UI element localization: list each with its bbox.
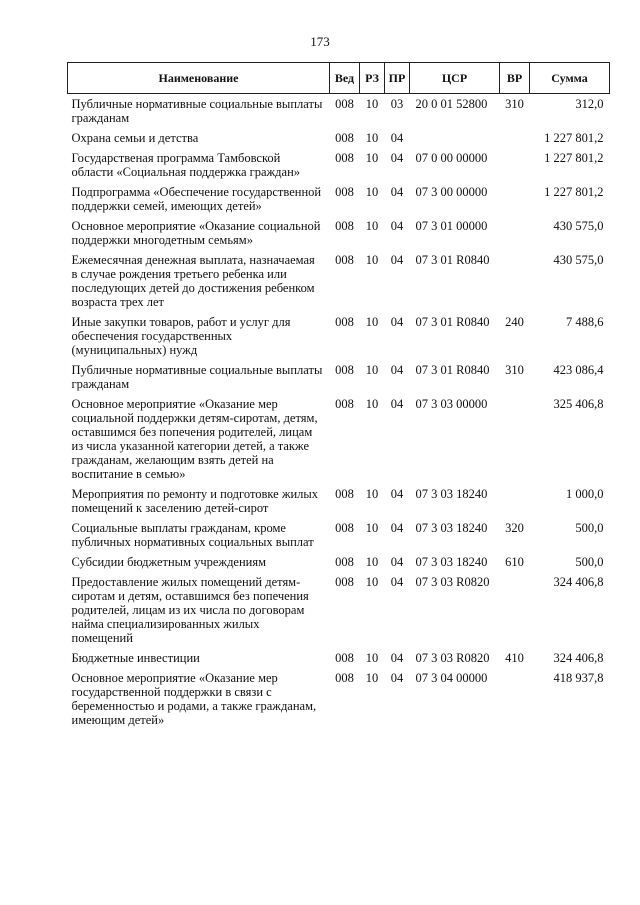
cell-name: Мероприятия по ремонту и подготовке жилых помещений к заселению детей-сирот [71,487,319,515]
cell-rz: 10 [365,315,379,329]
cell-pr: 04 [390,131,404,145]
cell-ved: 008 [335,315,354,329]
table-row [68,128,610,148]
table-row [68,250,610,312]
table-row [68,360,610,394]
header-pr: ПР [385,63,410,94]
cell-csr: 07 3 03 R0820 [415,651,490,665]
table-row [68,572,610,648]
cell-ved: 008 [335,151,354,165]
table-row [68,394,610,484]
cell-csr: 07 3 03 18240 [415,555,488,569]
cell-sum: 312,0 [575,97,604,111]
cell-sum: 430 575,0 [553,253,604,267]
cell-ved: 008 [335,671,354,685]
cell-name: Ежемесячная денежная выплата, назначаемая в случае рождения третьего ребенка или последующих детей до достижения ребенком возраста трех лет [71,253,315,309]
cell-pr: 04 [390,363,404,377]
budget-table [67,62,610,730]
cell-vr [500,668,530,730]
cell-pr: 04 [390,253,404,267]
table-row [68,312,610,360]
cell-ved: 008 [335,651,354,665]
cell-sum: 324 406,8 [553,575,604,589]
cell-vr: 310 [505,363,524,377]
cell-csr: 07 3 03 18240 [415,521,488,535]
cell-rz: 10 [365,521,379,535]
header-csr: ЦСР [410,63,500,94]
table-row [68,668,610,730]
cell-csr: 07 3 01 00000 [415,219,488,233]
cell-ved: 008 [335,575,354,589]
cell-ved: 008 [335,131,354,145]
cell-rz: 10 [365,575,379,589]
cell-vr: 240 [505,315,524,329]
cell-sum: 1 227 801,2 [544,131,604,145]
cell-name: Основное мероприятие «Оказание мер государственной поддержки в связи с беременностью и родами, а также гражданам, имеющим детей» [71,671,317,727]
cell-pr: 04 [390,151,404,165]
cell-csr [410,128,500,148]
cell-vr [500,394,530,484]
cell-name: Субсидии бюджетным учреждениям [71,555,267,569]
cell-pr: 04 [390,575,404,589]
cell-csr: 07 3 04 00000 [415,671,488,685]
cell-name: Публичные нормативные социальные выплаты гражданам [71,363,323,391]
table-row [68,182,610,216]
cell-sum: 500,0 [575,555,604,569]
cell-csr: 07 3 01 R0840 [415,253,490,267]
cell-vr [500,250,530,312]
cell-vr [500,182,530,216]
cell-pr: 04 [390,185,404,199]
header-name: Наименование [68,63,330,94]
cell-sum: 7 488,6 [566,315,604,329]
cell-pr: 04 [390,487,404,501]
header-rz: РЗ [360,63,385,94]
cell-rz: 10 [365,185,379,199]
table-row [68,484,610,518]
cell-vr: 310 [505,97,524,111]
cell-name: Государственая программа Тамбовской области «Социальная поддержка граждан» [71,151,301,179]
cell-rz: 10 [365,151,379,165]
cell-pr: 04 [390,315,404,329]
cell-ved: 008 [335,521,354,535]
cell-vr: 610 [505,555,524,569]
cell-name: Бюджетные инвестиции [71,651,200,665]
cell-vr [500,484,530,518]
cell-sum: 500,0 [575,521,604,535]
cell-csr: 07 3 03 00000 [415,397,488,411]
cell-rz: 10 [365,363,379,377]
cell-sum: 325 406,8 [553,397,604,411]
cell-csr: 07 0 00 00000 [415,151,488,165]
header-ved: Вед [330,63,360,94]
cell-name: Иные закупки товаров, работ и услуг для обеспечения государственных (муниципальных) нужд [71,315,291,357]
cell-rz: 10 [365,555,379,569]
cell-sum: 418 937,8 [553,671,604,685]
table-row [68,552,610,572]
cell-sum: 324 406,8 [553,651,604,665]
cell-csr: 07 3 01 R0840 [415,315,490,329]
table-row [68,148,610,182]
cell-sum: 430 575,0 [553,219,604,233]
cell-ved: 008 [335,253,354,267]
table-header [68,63,610,94]
cell-pr: 03 [390,97,404,111]
cell-vr [500,128,530,148]
cell-ved: 008 [335,185,354,199]
cell-rz: 10 [365,651,379,665]
cell-vr [500,572,530,648]
table-row [68,648,610,668]
cell-name: Публичные нормативные социальные выплаты гражданам [71,97,323,125]
cell-rz: 10 [365,671,379,685]
cell-csr: 07 3 03 18240 [415,487,488,501]
cell-name: Охрана семьи и детства [71,131,199,145]
cell-vr [500,148,530,182]
cell-name: Социальные выплаты гражданам, кроме публичных нормативных социальных выплат [71,521,314,549]
cell-sum: 1 000,0 [566,487,604,501]
table-row [68,94,610,129]
header-vr: ВР [500,63,530,94]
cell-ved: 008 [335,363,354,377]
cell-vr: 410 [505,651,524,665]
cell-pr: 04 [390,397,404,411]
cell-ved: 008 [335,219,354,233]
cell-rz: 10 [365,97,379,111]
cell-ved: 008 [335,397,354,411]
table-row [68,216,610,250]
cell-vr: 320 [505,521,524,535]
cell-pr: 04 [390,521,404,535]
cell-rz: 10 [365,487,379,501]
cell-rz: 10 [365,397,379,411]
cell-pr: 04 [390,219,404,233]
table-row [68,518,610,552]
cell-csr: 07 3 01 R0840 [415,363,490,377]
cell-pr: 04 [390,651,404,665]
cell-name: Основное мероприятие «Оказание социальной поддержки многодетным семьям» [71,219,321,247]
cell-name: Предоставление жилых помещений детям-сиротам и детям, оставшимся без попечения родителей, лицам из их числа по договорам найма специализированных жилых помещений [71,575,309,645]
cell-vr [500,216,530,250]
cell-pr: 04 [390,555,404,569]
cell-sum: 1 227 801,2 [544,151,604,165]
cell-ved: 008 [335,97,354,111]
cell-sum: 423 086,4 [553,363,604,377]
cell-rz: 10 [365,219,379,233]
cell-rz: 10 [365,131,379,145]
cell-sum: 1 227 801,2 [544,185,604,199]
cell-ved: 008 [335,487,354,501]
table-body [68,94,610,731]
cell-csr: 07 3 00 00000 [415,185,488,199]
cell-name: Основное мероприятие «Оказание мер социальной поддержки детям-сиротам, детям, оставшимся без попечения родителей, лицам из числа указанной категории детей, а также гражданам, желающим взять детей на воспитание в семью» [71,397,318,481]
cell-csr: 07 3 03 R0820 [415,575,490,589]
cell-pr: 04 [390,671,404,685]
cell-csr: 20 0 01 52800 [415,97,488,111]
header-sum: Сумма [530,63,610,94]
page-number: 173 [310,34,330,49]
cell-ved: 008 [335,555,354,569]
cell-name: Подпрограмма «Обеспечение государственной поддержки семей, имеющих детей» [71,185,322,213]
cell-rz: 10 [365,253,379,267]
